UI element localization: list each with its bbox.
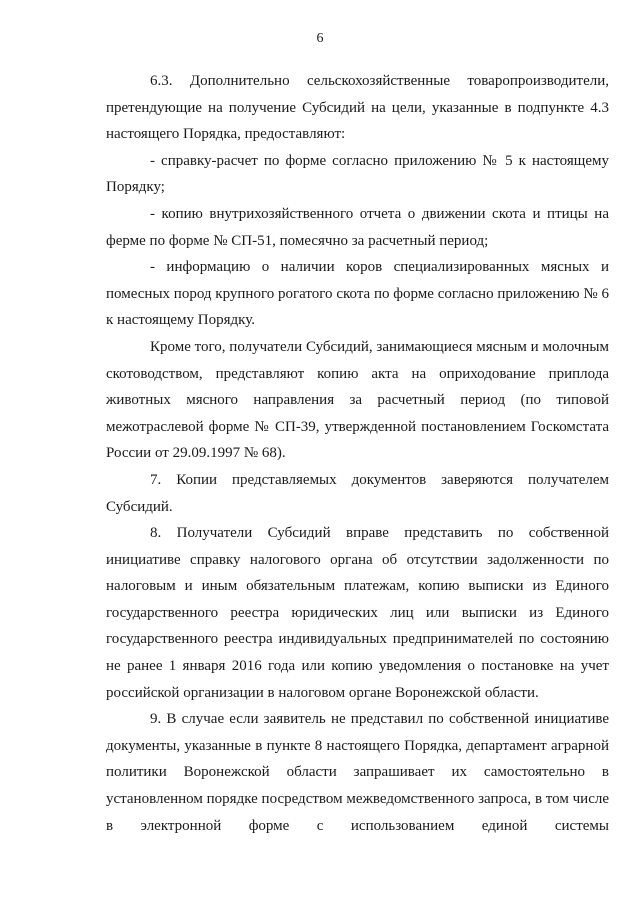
list-item-cows-information: - информацию о наличии коров специализированных мясных и помесных пород крупного рогатого скота по форме согласно приложению № 6 к настоящему Порядку. (106, 259, 609, 329)
paragraph-additional-act-copy: Кроме того, получатели Субсидий, занимающиеся мясным и молочным скотоводством, представляют копию акта на оприходование приплода животных мясного направления за расчетный период (по типовой межотраслевой форме № СП-39, утвержденной постановлением Госкомстата России от 29.09.1997 № 68). (106, 338, 609, 462)
list-item-livestock-report-copy: - копию внутрихозяйственного отчета о движении скота и птицы на ферме по форме № СП-51, помесячно за расчетный период; (106, 205, 609, 249)
paragraph-9: 9. В случае если заявитель не представил по собственной инициативе документы, указанные в пункте 8 настоящего Порядка, департамент аграрной политики Воронежской области запрашивает их самостоятельно в установленном порядке посредством межведомственного запроса, в том числе в электронной форме с использованием единой системы (106, 711, 609, 834)
document-body (106, 68, 609, 839)
list-item-calculation-certificate: - справку-расчет по форме согласно приложению № 5 к настоящему Порядку; (106, 152, 609, 196)
paragraph-7: 7. Копии представляемых документов заверяются получателем Субсидий. (106, 471, 609, 515)
paragraph-6-3: 6.3. Дополнительно сельскохозяйственные товаропроизводители, претендующие на получение Субсидий на цели, указанные в подпункте 4.3 настоящего Порядка, предоставляют: (106, 73, 609, 143)
page-number: 6 (316, 31, 324, 46)
paragraph-8: 8. Получатели Субсидий вправе представить по собственной инициативе справку налогового органа об отсутствии задолженности по налоговым и иным обязательным платежам, копию выписки из Единого государственного реестра юридических лиц или выписки из Единого государственного реестра индивидуальных предпринимателей по состоянию не ранее 1 января 2016 года или копию уведомления о постановке на учет российской организации в налоговом органе Воронежской области. (106, 525, 609, 701)
